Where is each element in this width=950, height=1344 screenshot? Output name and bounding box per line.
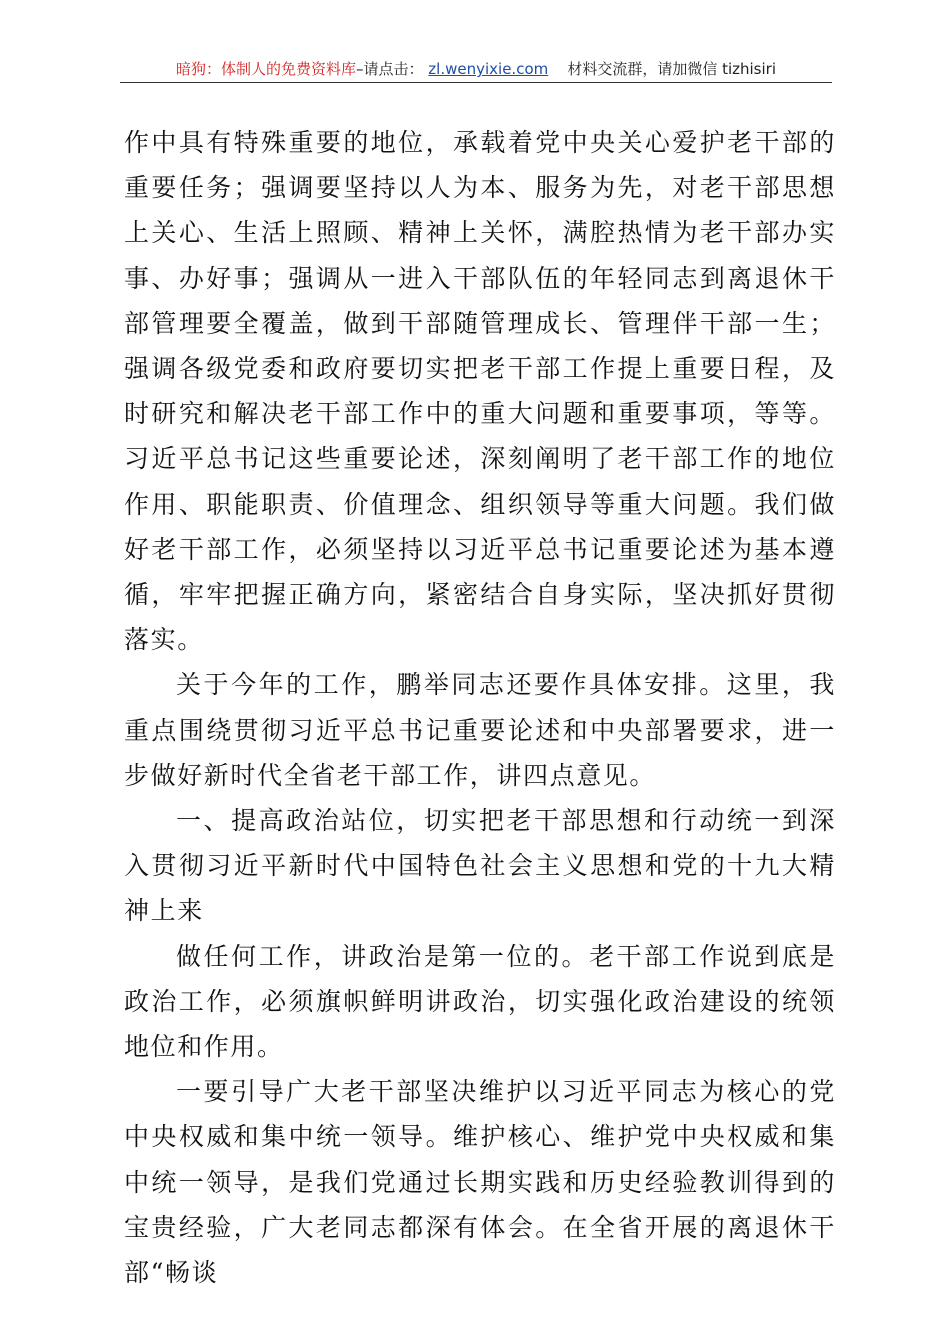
header-contact: 材料交流群，请加微信 tizhisiri — [567, 60, 776, 78]
header-divider — [120, 82, 832, 83]
page-header — [120, 58, 832, 80]
paragraph-politics-first: 做任何工作，讲政治是第一位的。老干部工作说到底是政治工作，必须旗帜鲜明讲政治，切实强化政治建设的统领地位和作用。 — [124, 941, 836, 1062]
paragraph-point-one: 一要引导广大老干部坚决维护以习近平同志为核心的党中央权威和集中统一领导。维护核心、维护党中央权威和集中统一领导，是我们党通过长期实践和历史经验教训得到的宝贵经验，广大老同志都深有体会。在全省开展的离退休干部“畅谈 — [124, 1077, 836, 1288]
paragraph-work-arrangement: 关于今年的工作，鹏举同志还要作具体安排。这里，我重点围绕贯彻习近平总书记重要论述和中央部署要求，进一步做好新时代全省老干部工作，讲四点意见。 — [124, 670, 836, 790]
header-brand: 暗狗：体制人的免费资料库 — [175, 60, 356, 78]
paragraph-continued: 作中具有特殊重要的地位，承载着党中央关心爱护老干部的重要任务；强调要坚持以人为本、服务为先，对老干部思想上关心、生活上照顾、精神上关怀，满腔热情为老干部办实事、办好事；强调从一进入干部队伍的年轻同志到离退休干部管理要全覆盖，做到干部随管理成长、管理伴干部一生；强调各级党委和政府要切实把老干部工作提上重要日程，及时研究和解决老干部工作中的重大问题和重要事项，等等。习近平总书记这些重要论述，深刻阐明了老干部工作的地位作用、职能职责、价值理念、组织领导等重大问题。我们做好老干部工作，必须坚持以习近平总书记重要论述为基本遵循，牢牢把握正确方向，紧密结合自身实际，坚决抓好贯彻落实。 — [124, 128, 836, 655]
header-url-link[interactable]: zl.wenyixie.com — [428, 60, 549, 78]
section-heading-one: 一、提高政治站位，切实把老干部思想和行动统一到深入贯彻习近平新时代中国特色社会主义思想和党的十九大精神上来 — [124, 806, 836, 926]
header-prompt: –请点击： — [356, 60, 424, 78]
document-body — [124, 120, 836, 1295]
